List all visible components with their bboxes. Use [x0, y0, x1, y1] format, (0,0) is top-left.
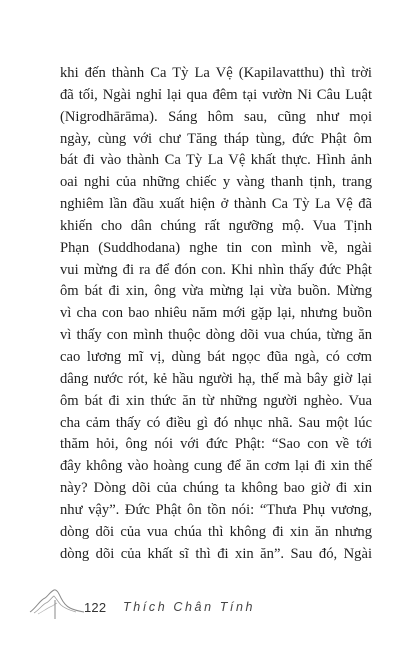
text-line: Phạn (Suddhodana) nghe tin con mình về, ngài: [60, 239, 372, 256]
book-author: Thích Chân Tính: [123, 600, 256, 614]
page-footer: [28, 586, 288, 622]
text-line: bát đi vào thành Ca Tỳ La Vệ khất thực. Hình ảnh: [60, 152, 372, 169]
text-line: ôm bát đi xin thức ăn từ những người nghèo. Vua: [60, 392, 372, 409]
mountain-ornament-icon: [28, 586, 88, 622]
text-line: khi đến thành Ca Tỳ La Vệ (Kapilavatthu) thì trời: [60, 65, 372, 81]
text-line: dâng nước rót, kẻ hầu người hạ, thế mà bây giờ lại: [60, 370, 372, 387]
text-line: dòng dõi của vua chúa thì không đi xin ăn nhưng: [60, 523, 372, 540]
text-line: đây không vào hoàng cung để ăn cơm lại đi xin thế: [60, 458, 372, 475]
text-line: vui mừng đi ra để đón con. Khi nhìn thấy đức Phật: [60, 261, 372, 278]
text-line: đã tối, Ngài nghỉ lại qua đêm tại vườn Ni Câu Luật: [60, 86, 372, 103]
text-line: thăm hỏi, ông nói với đức Phật: “Sao con về tới: [60, 436, 372, 453]
text-line: khiến cho dân chúng rất ngưỡng mộ. Vua Tịnh: [60, 217, 372, 234]
text-line: vì thấy con mình thuộc dòng dõi vua chúa, từng ăn: [60, 327, 372, 344]
text-line: cha cảm thấy có điều gì đó nhục nhã. Sau một lúc: [60, 414, 372, 431]
text-line: này? Dòng dõi của chúng ta không bao giờ đi xin: [60, 480, 372, 497]
text-line: cao lương mĩ vị, dùng bát ngọc đũa ngà, có cơm: [60, 348, 372, 365]
text-line: (Nigrodhārāma). Sáng hôm sau, cũng như mọi: [60, 108, 372, 125]
body-text: [60, 63, 372, 565]
text-line: oai nghi của những chiếc y vàng thanh tịnh, trang: [60, 174, 372, 191]
text-line: vì cha con bao nhiêu năm mới gặp lại, nhưng buồn: [60, 305, 372, 322]
text-line: ngày, cùng với chư Tăng tháp tùng, đức Phật ôm: [60, 130, 372, 147]
text-line: dòng dõi của khất sĩ thì đi xin ăn”. Sau đó, Ngài: [60, 545, 372, 562]
page-number: 122: [84, 600, 107, 615]
text-line: ôm bát đi xin, ông vừa mừng lại vừa buồn. Mừng: [60, 283, 372, 300]
text-line: như vậy”. Đức Phật ôn tồn nói: “Thưa Phụ vương,: [60, 501, 372, 518]
text-line: nghiêm lần đầu xuất hiện ở thành Ca Tỳ La Vệ đã: [60, 196, 372, 213]
